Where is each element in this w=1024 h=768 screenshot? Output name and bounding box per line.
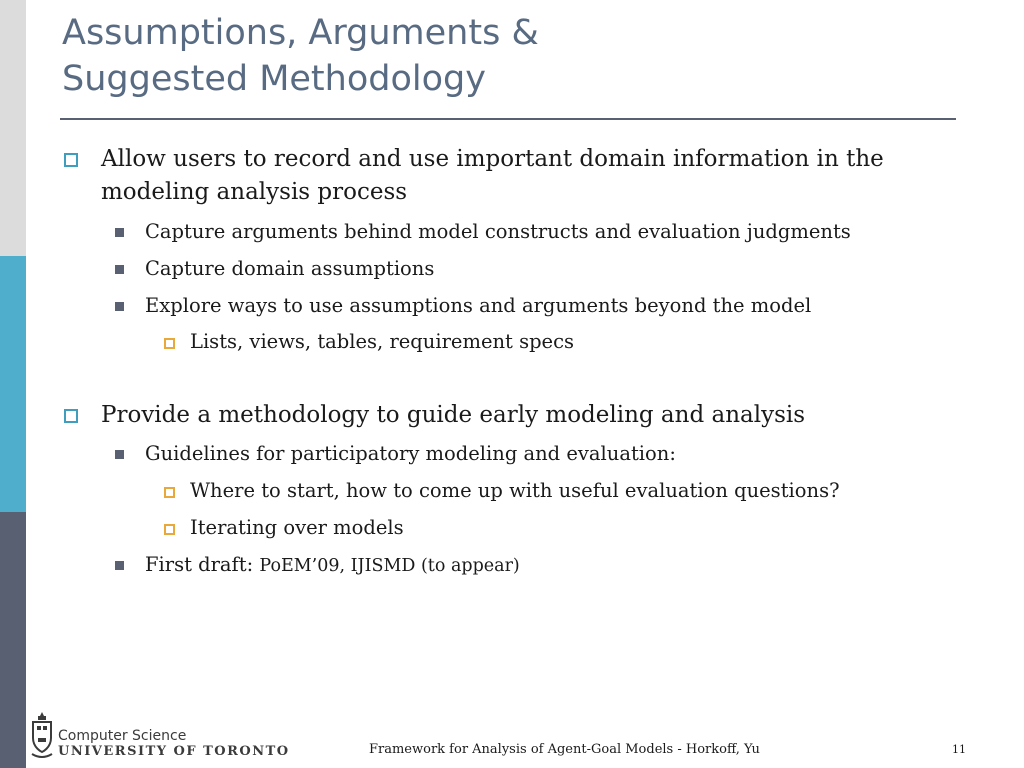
bullet-text-continued: modeling analysis process <box>101 179 408 205</box>
logo-department: Computer Science <box>58 728 187 744</box>
bullet-text: Capture domain assumptions <box>145 257 435 280</box>
page-number: 11 <box>952 743 966 756</box>
footer-text: Framework for Analysis of Agent-Goal Models - Horkoff, Yu <box>369 742 760 757</box>
square-bullet-icon <box>115 265 124 274</box>
bullet-level-1 <box>101 143 961 209</box>
bullet-level-1 <box>101 399 961 432</box>
hollow-square-bullet-icon <box>164 338 175 349</box>
bullet-text: Provide a methodology to guide early modeling and analysis <box>101 402 806 428</box>
hollow-square-bullet-icon <box>64 153 78 167</box>
bullet-level-2 <box>145 219 965 245</box>
bullet-text: Allow users to record and use important domain information in the <box>101 146 884 172</box>
bullet-text: Lists, views, tables, requirement specs <box>190 330 575 353</box>
university-logo <box>30 708 290 764</box>
crest-icon <box>30 710 54 760</box>
bullet-level-3 <box>190 329 970 355</box>
hollow-square-bullet-icon <box>164 487 175 498</box>
bullet-text: Guidelines for participatory modeling and evaluation: <box>145 442 676 465</box>
hollow-square-bullet-icon <box>164 524 175 535</box>
bullet-level-2 <box>145 552 965 579</box>
square-bullet-icon <box>115 561 124 570</box>
hollow-square-bullet-icon <box>64 409 78 423</box>
square-bullet-icon <box>115 302 124 311</box>
slide-title-line-1: Assumptions, Arguments & <box>62 13 539 53</box>
bullet-text: First draft: <box>145 553 254 576</box>
square-bullet-icon <box>115 228 124 237</box>
bullet-level-2 <box>145 441 965 467</box>
logo-university: UNIVERSITY OF TORONTO <box>58 744 290 759</box>
bullet-level-2 <box>145 293 965 319</box>
bullet-reference-text: PoEM’09, IJISMD (to appear) <box>259 556 520 576</box>
bullet-text: Capture arguments behind model constructs and evaluation judgments <box>145 220 851 243</box>
bullet-text: Explore ways to use assumptions and arguments beyond the model <box>145 294 812 317</box>
bullet-level-3 <box>190 515 970 541</box>
slide-title-line-2: Suggested Methodology <box>62 59 486 99</box>
square-bullet-icon <box>115 450 124 459</box>
bullet-level-3 <box>190 478 970 504</box>
bullet-text: Iterating over models <box>190 516 404 539</box>
bullet-level-2 <box>145 256 965 282</box>
bullet-text: Where to start, how to come up with useful evaluation questions? <box>190 479 840 502</box>
